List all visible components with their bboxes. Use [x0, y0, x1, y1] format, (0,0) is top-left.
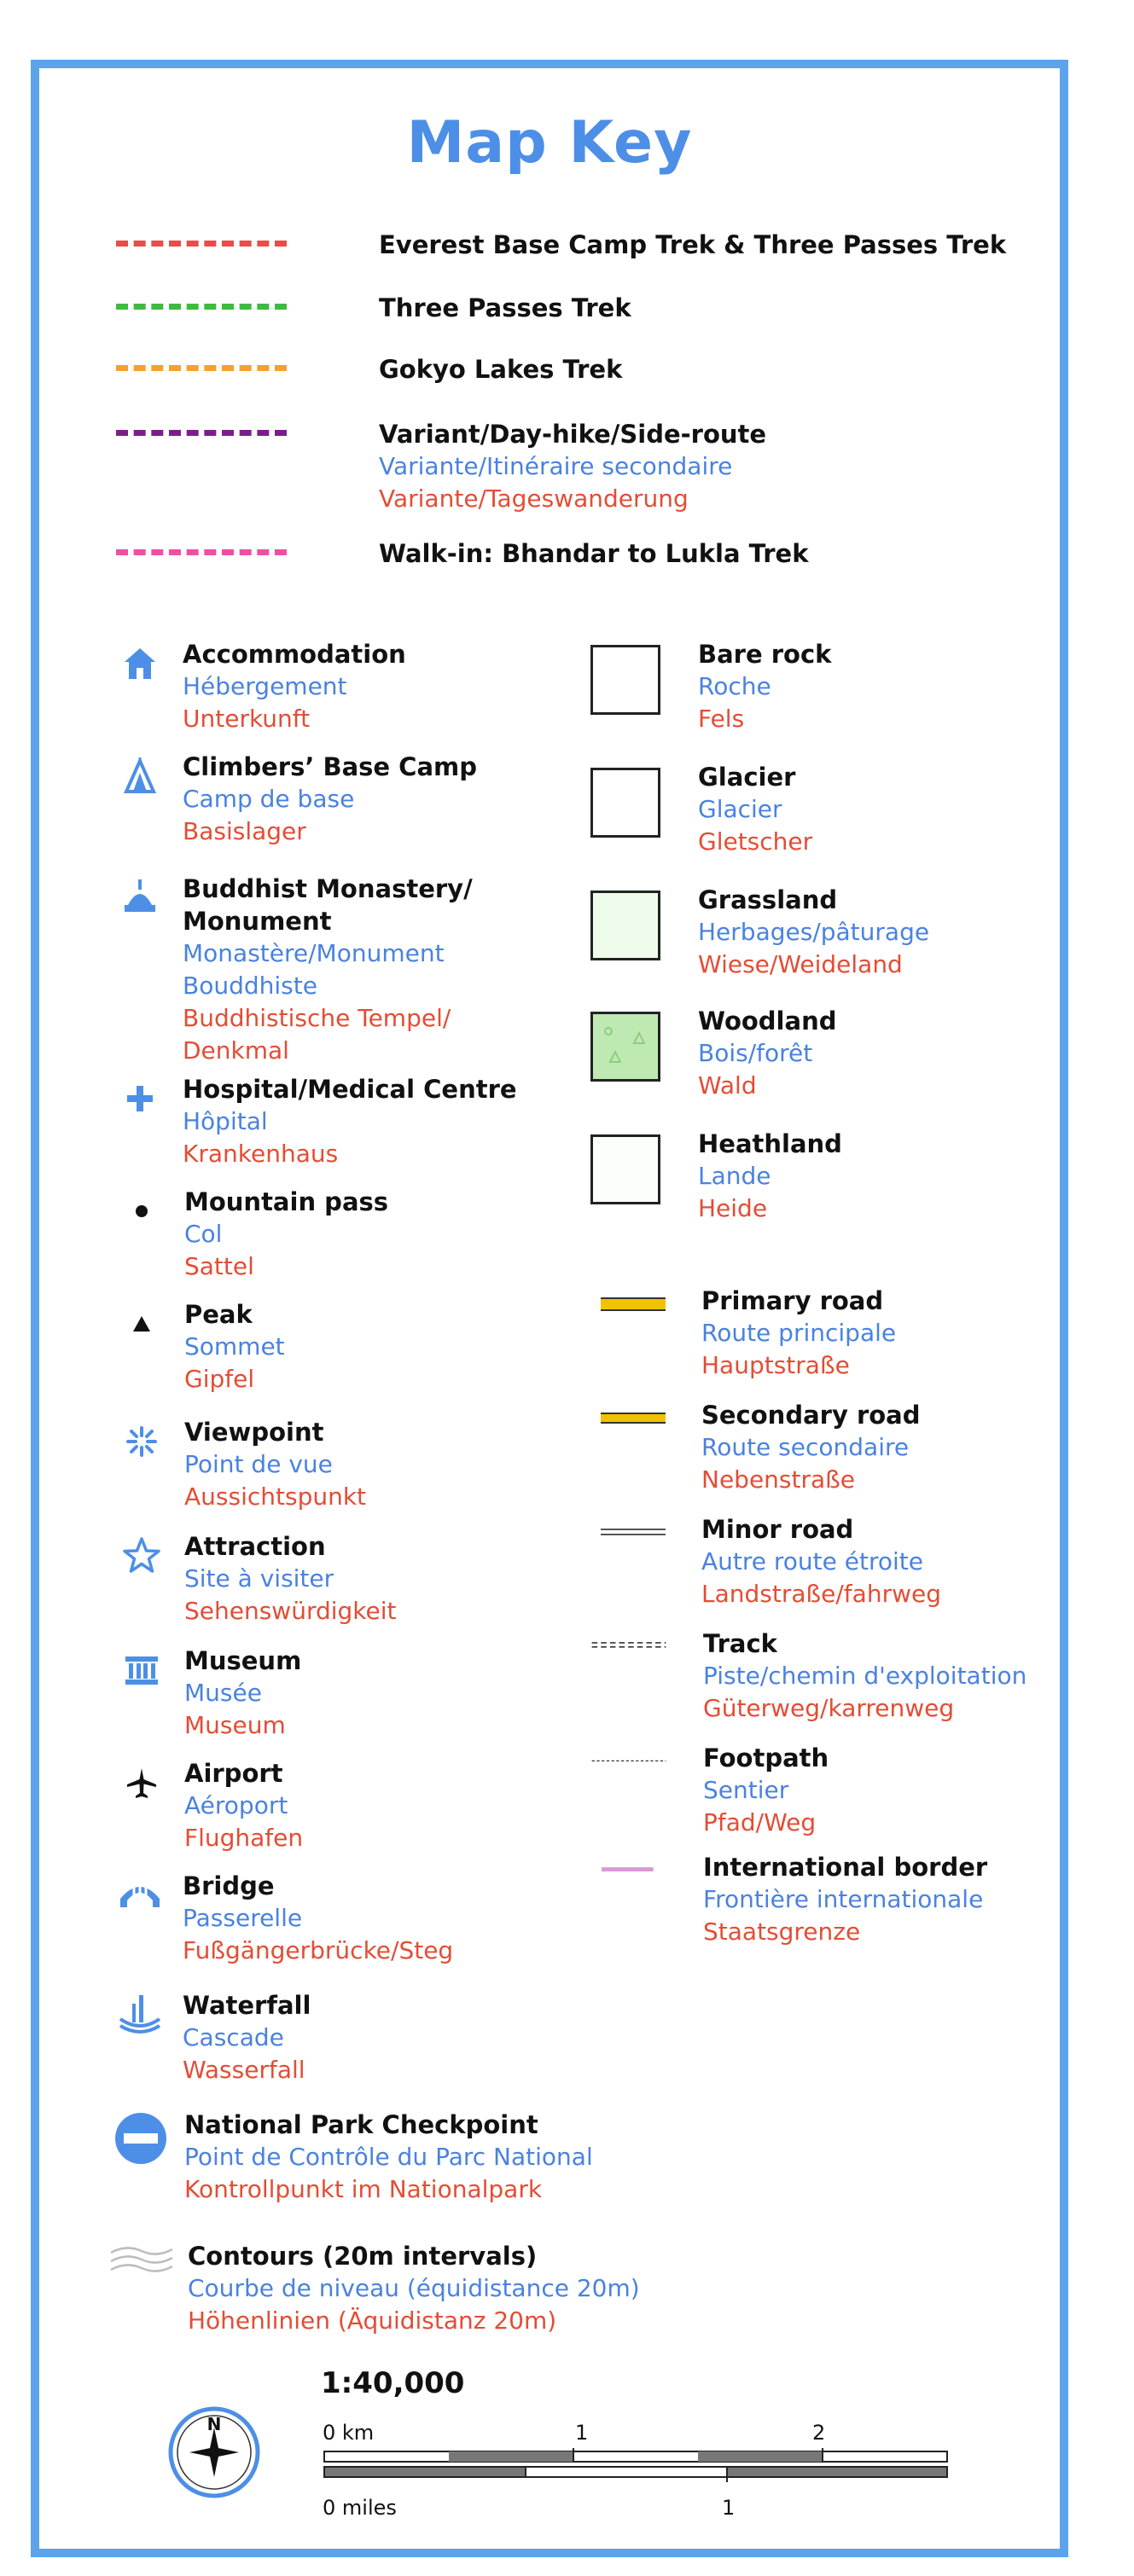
mountain-pass-de: Sattel	[184, 1252, 254, 1280]
checkpoint-fr: Point de Contrôle du Parc National	[184, 2143, 593, 2171]
bridge-fr: Passerelle	[183, 1904, 303, 1932]
route-ebc-label: Everest Base Camp Trek & Three Passes Trek	[379, 230, 1007, 259]
plus-icon	[114, 1073, 166, 1124]
house-icon	[114, 638, 166, 689]
museum-en: Museum	[184, 1646, 302, 1675]
woodland-swatch	[590, 1012, 660, 1082]
bare-rock-de: Fels	[698, 705, 745, 733]
waterfall-de: Wasserfall	[183, 2056, 305, 2084]
minor-road-en: Minor road	[701, 1515, 854, 1544]
museum-icon	[116, 1645, 167, 1696]
secondary-road-de: Nebenstraße	[701, 1465, 856, 1494]
route-walk-in-label: Walk-in: Bhandar to Lukla Trek	[379, 539, 809, 568]
track-de: Güterweg/karrenweg	[703, 1694, 955, 1722]
monastery-de: Buddhistische Tempel/	[183, 1004, 451, 1032]
star-icon	[116, 1530, 167, 1581]
grassland-en: Grassland	[698, 885, 838, 914]
peak-en: Peak	[184, 1300, 253, 1329]
border-en: International border	[703, 1853, 988, 1882]
base-camp-fr: Camp de base	[183, 785, 355, 813]
accommodation-fr: Hébergement	[183, 672, 347, 700]
attraction-de: Sehenswürdigkeit	[184, 1597, 397, 1625]
secondary-road-en: Secondary road	[701, 1401, 921, 1430]
tree-pattern-icon	[593, 1014, 658, 1079]
viewpoint-fr: Point de vue	[184, 1450, 333, 1478]
viewpoint-icon	[116, 1416, 167, 1467]
grassland-de: Wiese/Weideland	[698, 950, 903, 978]
footpath-symbol	[590, 1745, 667, 1779]
route-variant-labels	[379, 418, 766, 515]
compass-north-label: N	[206, 2414, 222, 2434]
minor-road-de: Landstraße/fahrweg	[701, 1580, 941, 1608]
route-gokyo-line	[116, 365, 287, 371]
monastery-fr-2: Bouddhiste	[183, 972, 317, 1000]
museum-de: Museum	[184, 1711, 286, 1739]
track-fr: Piste/chemin d'exploitation	[703, 1662, 1027, 1690]
scale-ratio: 1:40,000	[321, 2366, 465, 2400]
contours-en: Contours (20m intervals)	[188, 2242, 538, 2271]
monastery-en-2: Monument	[183, 907, 332, 936]
primary-road-en: Primary road	[701, 1286, 884, 1315]
museum-fr: Musée	[184, 1679, 262, 1707]
accommodation-de: Unterkunft	[183, 705, 311, 733]
border-de: Staatsgrenze	[703, 1917, 861, 1946]
base-camp-de: Basislager	[183, 817, 306, 845]
heathland-en: Heathland	[698, 1129, 842, 1158]
scale-km-1: 1	[575, 2421, 589, 2445]
stupa-icon	[114, 873, 166, 924]
bridge-en: Bridge	[183, 1871, 275, 1900]
footpath-de: Pfad/Weg	[703, 1808, 817, 1836]
footpath-fr: Sentier	[703, 1776, 789, 1804]
airport-de: Flughafen	[184, 1824, 304, 1852]
dot-icon	[116, 1186, 167, 1237]
bridge-icon	[114, 1870, 166, 1921]
heathland-swatch	[590, 1134, 660, 1204]
border-symbol	[590, 1854, 667, 1888]
scale-bar	[321, 2448, 986, 2491]
peak-de: Gipfel	[184, 1365, 255, 1393]
scale-mi-1: 1	[722, 2496, 736, 2520]
accommodation-en: Accommodation	[183, 640, 406, 669]
bridge-de: Fußgängerbrücke/Steg	[183, 1936, 454, 1964]
route-three-passes-line	[116, 304, 287, 310]
route-walk-in-line	[116, 549, 287, 555]
glacier-de: Gletscher	[698, 827, 813, 856]
primary-road-symbol	[590, 1288, 667, 1322]
monastery-en: Buddhist Monastery/	[183, 874, 473, 903]
compass	[167, 2405, 261, 2499]
mountain-pass-en: Mountain pass	[184, 1187, 389, 1216]
peak-fr: Sommet	[184, 1332, 285, 1361]
waterfall-icon	[114, 1989, 166, 2040]
bare-rock-fr: Roche	[698, 672, 771, 700]
grassland-swatch	[590, 891, 660, 960]
base-camp-en: Climbers’ Base Camp	[183, 752, 478, 781]
woodland-en: Woodland	[698, 1007, 837, 1036]
track-symbol	[590, 1629, 667, 1663]
route-ebc-line	[116, 241, 287, 247]
route-variant-de: Variante/Tageswanderung	[379, 484, 689, 513]
route-three-passes-label: Three Passes Trek	[379, 293, 631, 322]
monastery-fr: Monastère/Monument	[183, 939, 445, 967]
route-variant-line	[116, 430, 287, 436]
checkpoint-de: Kontrollpunkt im Nationalpark	[184, 2175, 543, 2203]
monastery-de-2: Denkmal	[183, 1036, 289, 1065]
minor-road-fr: Autre route étroite	[701, 1547, 923, 1575]
triangle-icon	[116, 1298, 167, 1349]
attraction-fr: Site à visiter	[184, 1564, 334, 1593]
airport-fr: Aéroport	[184, 1791, 288, 1819]
track-en: Track	[703, 1629, 777, 1658]
glacier-en: Glacier	[698, 763, 796, 792]
scale-km-zero: 0 km	[323, 2421, 375, 2445]
primary-road-fr: Route principale	[701, 1319, 897, 1347]
waterfall-fr: Cascade	[183, 2023, 284, 2051]
secondary-road-symbol	[590, 1402, 667, 1436]
secondary-road-fr: Route secondaire	[701, 1433, 910, 1461]
bare-rock-swatch	[590, 645, 660, 715]
contours-fr: Courbe de niveau (équidistance 20m)	[188, 2274, 640, 2302]
hospital-fr: Hôpital	[183, 1107, 268, 1135]
contours-de: Höhenlinien (Äquidistanz 20m)	[188, 2306, 557, 2335]
primary-road-de: Hauptstraße	[701, 1351, 850, 1379]
glacier-swatch	[590, 768, 660, 838]
tent-icon	[114, 751, 166, 802]
footpath-en: Footpath	[703, 1743, 829, 1772]
scale-km-2: 2	[812, 2421, 826, 2445]
scale-mi-zero: 0 miles	[323, 2496, 397, 2520]
mountain-pass-fr: Col	[184, 1220, 223, 1248]
route-variant-fr: Variante/Itinéraire secondaire	[379, 452, 733, 480]
border-fr: Frontière internationale	[703, 1885, 984, 1913]
map-key-title: Map Key	[406, 109, 693, 177]
bare-rock-en: Bare rock	[698, 640, 832, 669]
checkpoint-icon	[111, 2109, 171, 2168]
glacier-fr: Glacier	[698, 795, 782, 823]
heathland-de: Heide	[698, 1194, 768, 1222]
minor-road-symbol	[590, 1517, 667, 1551]
contour-icon	[108, 2240, 176, 2283]
route-variant-en: Variant/Day-hike/Side-route	[379, 420, 767, 449]
woodland-de: Wald	[698, 1071, 757, 1099]
woodland-fr: Bois/forêt	[698, 1039, 813, 1067]
heathland-fr: Lande	[698, 1162, 771, 1190]
route-gokyo-label: Gokyo Lakes Trek	[379, 355, 623, 384]
grassland-fr: Herbages/pâturage	[698, 918, 930, 946]
attraction-en: Attraction	[184, 1532, 326, 1561]
map-key-panel	[31, 60, 1068, 2557]
viewpoint-en: Viewpoint	[184, 1418, 324, 1447]
hospital-de: Krankenhaus	[183, 1140, 339, 1168]
viewpoint-de: Aussichtspunkt	[184, 1482, 367, 1511]
waterfall-en: Waterfall	[183, 1991, 311, 2020]
airport-en: Airport	[184, 1759, 283, 1788]
airplane-icon	[116, 1757, 167, 1808]
checkpoint-en: National Park Checkpoint	[184, 2110, 538, 2139]
hospital-en: Hospital/Medical Centre	[183, 1075, 517, 1104]
